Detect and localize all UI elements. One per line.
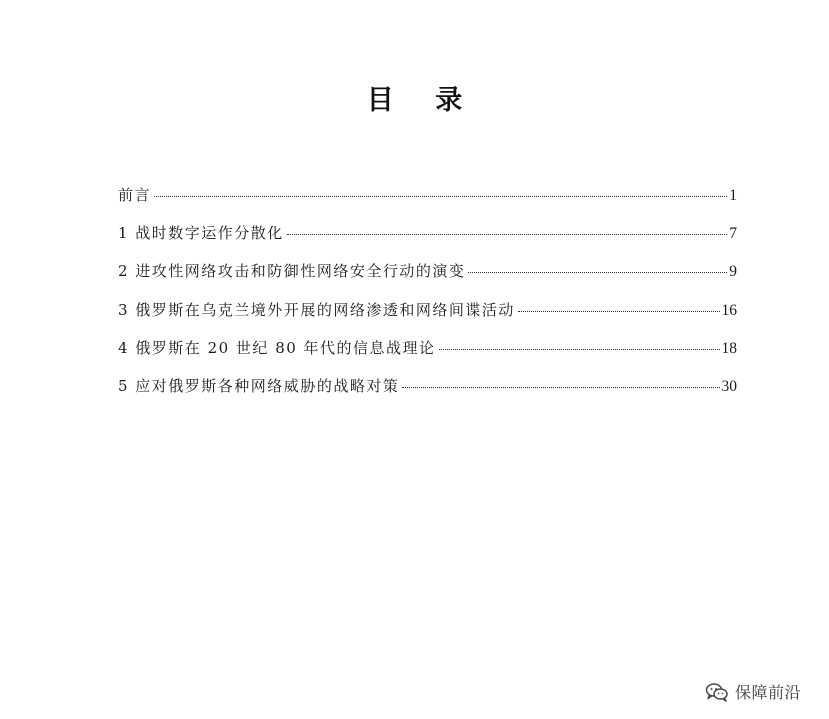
toc-entry-page: 16 [721, 301, 737, 319]
toc-entry-label: 4 俄罗斯在 20 世纪 80 年代的信息战理论 [118, 338, 436, 357]
toc-entry-page: 1 [729, 187, 737, 204]
table-of-contents [118, 184, 737, 413]
toc-entry-page: 18 [721, 339, 737, 357]
toc-dot-leader [287, 234, 727, 235]
toc-entry-label: 前言 [118, 186, 152, 204]
toc-entry-label: 3 俄罗斯在乌克兰境外开展的网络渗透和网络间谍活动 [118, 300, 515, 319]
toc-entry-label: 1 战时数字运作分散化 [118, 224, 284, 243]
toc-entry-page: 7 [729, 225, 737, 243]
toc-dot-leader [154, 196, 727, 197]
watermark [705, 680, 801, 703]
toc-entry-label: 5 应对俄罗斯各种网络威胁的战略对策 [118, 376, 400, 395]
toc-dot-leader [518, 311, 720, 312]
toc-entry-preface[interactable] [118, 184, 737, 222]
watermark-text: 保障前沿 [734, 683, 801, 702]
toc-entry-chapter-5[interactable] [118, 375, 737, 413]
toc-entry-chapter-3[interactable] [118, 299, 737, 337]
toc-entry-chapter-2[interactable] [118, 260, 737, 298]
toc-entry-page: 30 [721, 377, 737, 395]
toc-entry-chapter-1[interactable] [118, 222, 737, 260]
toc-dot-leader [439, 349, 720, 350]
page-title: 目 录 [366, 85, 479, 116]
toc-entry-page: 9 [729, 263, 737, 281]
toc-dot-leader [402, 387, 719, 388]
toc-dot-leader [468, 272, 727, 273]
wechat-icon [705, 682, 729, 702]
toc-entry-chapter-4[interactable] [118, 337, 737, 375]
toc-entry-label: 2 进攻性网络攻击和防御性网络安全行动的演变 [118, 262, 466, 281]
